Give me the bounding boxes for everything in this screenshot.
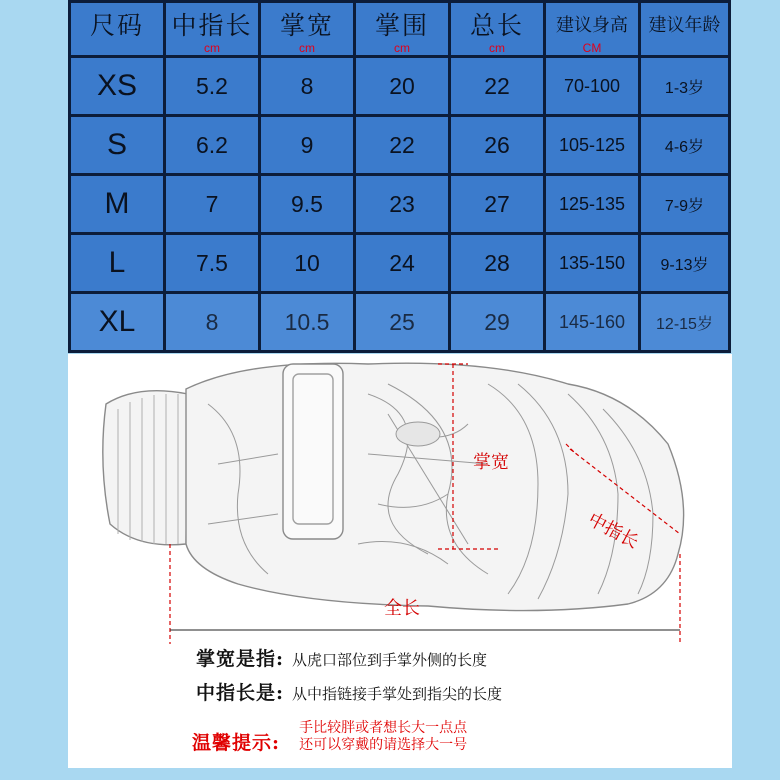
definition-text: 从中指链接手掌处到指尖的长度: [292, 685, 503, 703]
header-total-length: [450, 2, 545, 57]
middle-finger-cell: 6.2: [165, 116, 260, 175]
height-cell: 105-125: [545, 116, 640, 175]
header-unit: cm: [299, 41, 315, 55]
height-cell: 70-100: [545, 57, 640, 116]
table-row: [70, 175, 730, 234]
header-unit: CM: [582, 41, 602, 55]
definition-term: 中指长是:: [196, 682, 285, 704]
size-cell: L: [70, 234, 165, 293]
age-cell: 7-9岁: [640, 175, 730, 234]
header-suggested-height: [545, 2, 640, 57]
header-unit: cm: [394, 41, 410, 55]
tip-line-1: 手比较胖或者想长大一点点: [299, 720, 468, 736]
header-title: 中指长: [171, 11, 253, 40]
header-title: 建议身高: [556, 15, 628, 36]
header-unit: cm: [489, 41, 505, 55]
height-cell: 145-160: [545, 293, 640, 352]
header-palm-girth: [355, 2, 450, 57]
header-suggested-age: [640, 2, 730, 57]
palm-width-cell: 9.5: [260, 175, 355, 234]
header-title: 掌宽: [279, 11, 334, 40]
palm-width-cell: 8: [260, 57, 355, 116]
warm-tip: [192, 720, 467, 755]
size-cell: M: [70, 175, 165, 234]
height-cell: 135-150: [545, 234, 640, 293]
header-palm-width: [260, 2, 355, 57]
definition-term: 掌宽是指:: [196, 648, 285, 670]
size-cell: XS: [70, 57, 165, 116]
middle-finger-cell: 5.2: [165, 57, 260, 116]
middle-finger-cell: 7.5: [165, 234, 260, 293]
tip-line-2: 还可以穿戴的请选择大一号: [299, 737, 468, 753]
middle-finger-label: 中指长: [584, 509, 642, 553]
header-title: 掌围: [374, 11, 429, 40]
glove-cuff: [103, 391, 188, 545]
palm-width-definition: [196, 644, 487, 671]
total-length-cell: 28: [450, 234, 545, 293]
size-chart-table: [68, 0, 731, 353]
palm-girth-cell: 23: [355, 175, 450, 234]
palm-width-label: 掌宽: [473, 452, 509, 473]
table-header-row: [70, 2, 730, 57]
total-length-label: 全长: [384, 598, 420, 619]
palm-girth-cell: 20: [355, 57, 450, 116]
total-length-cell: 29: [450, 293, 545, 352]
header-unit: cm: [204, 41, 220, 55]
glove-body: [186, 363, 684, 610]
tip-label: 温馨提示:: [192, 732, 281, 754]
measurement-guide-panel: [68, 354, 732, 768]
glove-strap: [283, 364, 343, 539]
middle-finger-cell: 8: [165, 293, 260, 352]
palm-girth-cell: 22: [355, 116, 450, 175]
header-middle-finger: [165, 2, 260, 57]
table-row: [70, 57, 730, 116]
age-cell: 1-3岁: [640, 57, 730, 116]
size-cell: XL: [70, 293, 165, 352]
size-cell: S: [70, 116, 165, 175]
palm-width-cell: 10.5: [260, 293, 355, 352]
middle-finger-definition: [196, 678, 502, 705]
total-length-cell: 22: [450, 57, 545, 116]
header-title: 尺码: [89, 11, 144, 40]
palm-width-cell: 9: [260, 116, 355, 175]
palm-girth-cell: 25: [355, 293, 450, 352]
table-row: [70, 116, 730, 175]
table-row: [70, 234, 730, 293]
total-length-cell: 26: [450, 116, 545, 175]
header-size: [70, 2, 165, 57]
middle-finger-cell: 7: [165, 175, 260, 234]
age-cell: 12-15岁: [640, 293, 730, 352]
tip-text: [299, 720, 467, 754]
definition-text: 从虎口部位到手掌外侧的长度: [292, 651, 488, 669]
table-row: [70, 293, 730, 352]
height-cell: 125-135: [545, 175, 640, 234]
header-title: 建议年龄: [648, 15, 721, 36]
palm-girth-cell: 24: [355, 234, 450, 293]
glove-illustration: [103, 363, 684, 610]
palm-width-cell: 10: [260, 234, 355, 293]
age-cell: 9-13岁: [640, 234, 730, 293]
age-cell: 4-6岁: [640, 116, 730, 175]
total-length-cell: 27: [450, 175, 545, 234]
header-title: 总长: [469, 11, 524, 40]
